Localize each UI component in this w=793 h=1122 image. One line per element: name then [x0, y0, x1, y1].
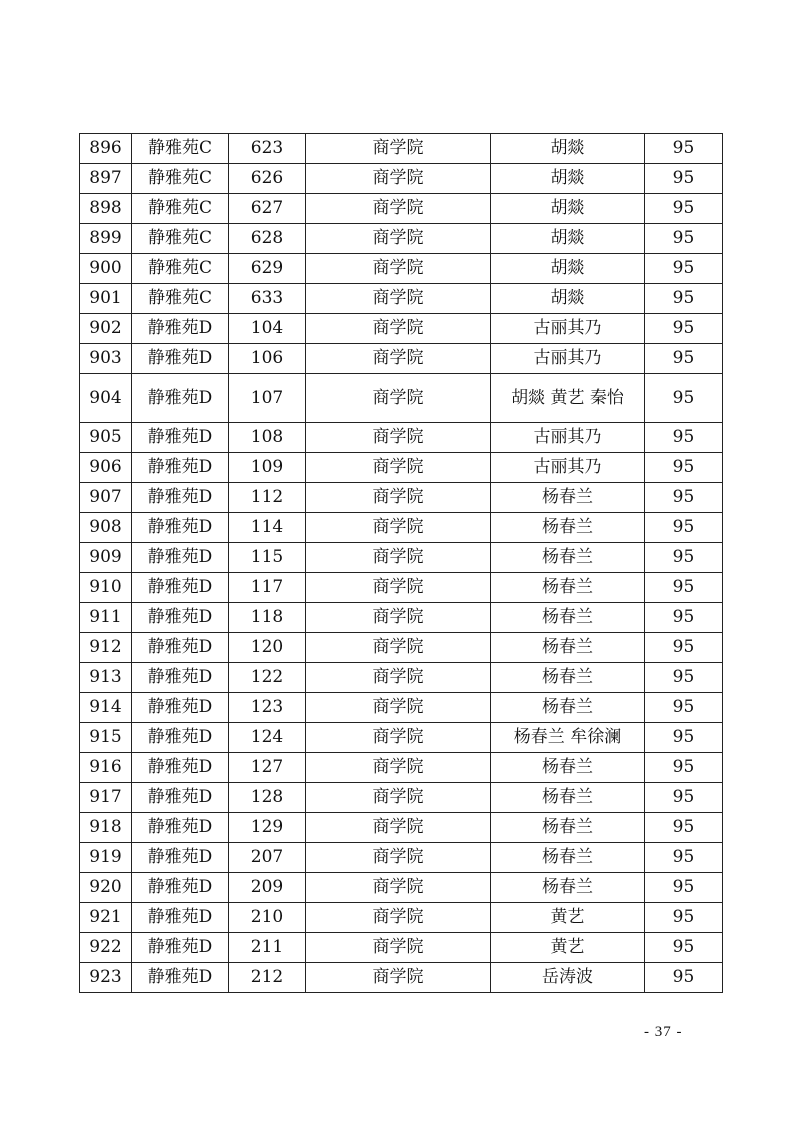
score-cell: 95: [645, 423, 723, 453]
building-cell: 静雅苑D: [132, 933, 229, 963]
row-number: 917: [80, 783, 132, 813]
room-cell: 629: [229, 254, 306, 284]
score-cell: 95: [645, 344, 723, 374]
room-cell: 210: [229, 903, 306, 933]
building-cell: 静雅苑D: [132, 483, 229, 513]
building-cell: 静雅苑D: [132, 573, 229, 603]
room-cell: 127: [229, 753, 306, 783]
score-cell: 95: [645, 693, 723, 723]
row-number: 903: [80, 344, 132, 374]
score-cell: 95: [645, 843, 723, 873]
row-number: 923: [80, 963, 132, 993]
table-row: [80, 344, 723, 374]
room-cell: 109: [229, 453, 306, 483]
table-row: [80, 813, 723, 843]
college-cell: 商学院: [306, 963, 491, 993]
college-cell: 商学院: [306, 873, 491, 903]
college-cell: 商学院: [306, 543, 491, 573]
room-cell: 626: [229, 164, 306, 194]
score-cell: 95: [645, 284, 723, 314]
row-number: 909: [80, 543, 132, 573]
score-cell: 95: [645, 543, 723, 573]
teacher-cell: 古丽其乃: [491, 314, 645, 344]
row-number: 920: [80, 873, 132, 903]
room-cell: 108: [229, 423, 306, 453]
row-number: 912: [80, 633, 132, 663]
table-row: [80, 573, 723, 603]
building-cell: 静雅苑D: [132, 753, 229, 783]
room-cell: 623: [229, 134, 306, 164]
college-cell: 商学院: [306, 374, 491, 423]
college-cell: 商学院: [306, 573, 491, 603]
room-cell: 209: [229, 873, 306, 903]
room-cell: 120: [229, 633, 306, 663]
building-cell: 静雅苑D: [132, 723, 229, 753]
row-number: 914: [80, 693, 132, 723]
teacher-cell: 胡燚: [491, 164, 645, 194]
college-cell: 商学院: [306, 903, 491, 933]
score-cell: 95: [645, 483, 723, 513]
college-cell: 商学院: [306, 224, 491, 254]
row-number: 922: [80, 933, 132, 963]
row-number: 897: [80, 164, 132, 194]
building-cell: 静雅苑D: [132, 453, 229, 483]
table-row: [80, 873, 723, 903]
table-row: [80, 693, 723, 723]
row-number: 900: [80, 254, 132, 284]
score-cell: 95: [645, 453, 723, 483]
table-row: [80, 134, 723, 164]
college-cell: 商学院: [306, 134, 491, 164]
building-cell: 静雅苑D: [132, 314, 229, 344]
teacher-cell: 杨春兰: [491, 813, 645, 843]
table-row: [80, 483, 723, 513]
building-cell: 静雅苑C: [132, 254, 229, 284]
row-number: 907: [80, 483, 132, 513]
row-number: 918: [80, 813, 132, 843]
college-cell: 商学院: [306, 813, 491, 843]
row-number: 911: [80, 603, 132, 633]
building-cell: 静雅苑D: [132, 843, 229, 873]
score-cell: 95: [645, 164, 723, 194]
building-cell: 静雅苑D: [132, 903, 229, 933]
college-cell: 商学院: [306, 633, 491, 663]
teacher-cell: 胡燚: [491, 134, 645, 164]
college-cell: 商学院: [306, 783, 491, 813]
building-cell: 静雅苑D: [132, 813, 229, 843]
building-cell: 静雅苑D: [132, 633, 229, 663]
building-cell: 静雅苑D: [132, 543, 229, 573]
score-cell: 95: [645, 224, 723, 254]
teacher-cell: 杨春兰: [491, 843, 645, 873]
score-cell: 95: [645, 573, 723, 603]
building-cell: 静雅苑D: [132, 693, 229, 723]
room-cell: 123: [229, 693, 306, 723]
college-cell: 商学院: [306, 933, 491, 963]
score-cell: 95: [645, 783, 723, 813]
teacher-cell: 杨春兰: [491, 543, 645, 573]
table-row: [80, 254, 723, 284]
room-cell: 627: [229, 194, 306, 224]
score-cell: 95: [645, 254, 723, 284]
college-cell: 商学院: [306, 284, 491, 314]
college-cell: 商学院: [306, 423, 491, 453]
room-cell: 628: [229, 224, 306, 254]
college-cell: 商学院: [306, 693, 491, 723]
college-cell: 商学院: [306, 723, 491, 753]
table-row: [80, 314, 723, 344]
score-cell: 95: [645, 194, 723, 224]
table-row: [80, 783, 723, 813]
teacher-cell: 胡燚: [491, 224, 645, 254]
room-cell: 212: [229, 963, 306, 993]
building-cell: 静雅苑D: [132, 374, 229, 423]
college-cell: 商学院: [306, 483, 491, 513]
table-row: [80, 374, 723, 423]
room-cell: 117: [229, 573, 306, 603]
score-cell: 95: [645, 134, 723, 164]
building-cell: 静雅苑D: [132, 963, 229, 993]
teacher-cell: 杨春兰: [491, 663, 645, 693]
college-cell: 商学院: [306, 663, 491, 693]
table-row: [80, 843, 723, 873]
row-number: 908: [80, 513, 132, 543]
teacher-cell: 杨春兰: [491, 873, 645, 903]
table-row: [80, 543, 723, 573]
row-number: 899: [80, 224, 132, 254]
table-row: [80, 513, 723, 543]
college-cell: 商学院: [306, 254, 491, 284]
teacher-cell: 杨春兰: [491, 573, 645, 603]
teacher-cell: 黄艺: [491, 903, 645, 933]
teacher-cell: 杨春兰: [491, 633, 645, 663]
row-number: 902: [80, 314, 132, 344]
room-cell: 118: [229, 603, 306, 633]
table-row: [80, 164, 723, 194]
teacher-cell: 黄艺: [491, 933, 645, 963]
building-cell: 静雅苑D: [132, 513, 229, 543]
row-number: 919: [80, 843, 132, 873]
table-row: [80, 603, 723, 633]
college-cell: 商学院: [306, 603, 491, 633]
room-cell: 104: [229, 314, 306, 344]
row-number: 901: [80, 284, 132, 314]
building-cell: 静雅苑D: [132, 423, 229, 453]
building-cell: 静雅苑C: [132, 134, 229, 164]
table-row: [80, 224, 723, 254]
score-cell: 95: [645, 873, 723, 903]
room-cell: 207: [229, 843, 306, 873]
table-row: [80, 284, 723, 314]
score-cell: 95: [645, 633, 723, 663]
page-number: - 37 -: [644, 1024, 683, 1040]
teacher-cell: 杨春兰: [491, 603, 645, 633]
table-row: [80, 194, 723, 224]
score-cell: 95: [645, 963, 723, 993]
table-row: [80, 753, 723, 783]
row-number: 921: [80, 903, 132, 933]
table-row: [80, 633, 723, 663]
score-cell: 95: [645, 813, 723, 843]
score-cell: 95: [645, 314, 723, 344]
college-cell: 商学院: [306, 513, 491, 543]
building-cell: 静雅苑D: [132, 873, 229, 903]
teacher-cell: 杨春兰: [491, 753, 645, 783]
table-row: [80, 963, 723, 993]
score-cell: 95: [645, 723, 723, 753]
table-row: [80, 663, 723, 693]
score-cell: 95: [645, 753, 723, 783]
college-cell: 商学院: [306, 194, 491, 224]
room-cell: 106: [229, 344, 306, 374]
teacher-cell: 古丽其乃: [491, 453, 645, 483]
score-cell: 95: [645, 933, 723, 963]
table-row: [80, 453, 723, 483]
row-number: 905: [80, 423, 132, 453]
building-cell: 静雅苑D: [132, 663, 229, 693]
college-cell: 商学院: [306, 843, 491, 873]
building-cell: 静雅苑D: [132, 603, 229, 633]
table-row: [80, 723, 723, 753]
score-cell: 95: [645, 903, 723, 933]
room-cell: 115: [229, 543, 306, 573]
teacher-cell: 岳涛波: [491, 963, 645, 993]
room-cell: 211: [229, 933, 306, 963]
college-cell: 商学院: [306, 753, 491, 783]
row-number: 910: [80, 573, 132, 603]
score-cell: 95: [645, 603, 723, 633]
teacher-cell: 杨春兰: [491, 693, 645, 723]
dormitory-table: [79, 133, 723, 993]
building-cell: 静雅苑C: [132, 284, 229, 314]
table-body: [80, 134, 723, 993]
teacher-cell: 古丽其乃: [491, 423, 645, 453]
teacher-cell: 胡燚: [491, 284, 645, 314]
room-cell: 107: [229, 374, 306, 423]
score-cell: 95: [645, 374, 723, 423]
college-cell: 商学院: [306, 314, 491, 344]
room-cell: 112: [229, 483, 306, 513]
teacher-cell: 杨春兰 牟徐澜: [491, 723, 645, 753]
building-cell: 静雅苑C: [132, 164, 229, 194]
row-number: 896: [80, 134, 132, 164]
row-number: 915: [80, 723, 132, 753]
teacher-cell: 杨春兰: [491, 783, 645, 813]
college-cell: 商学院: [306, 344, 491, 374]
teacher-cell: 古丽其乃: [491, 344, 645, 374]
teacher-cell: 杨春兰: [491, 513, 645, 543]
table-row: [80, 933, 723, 963]
room-cell: 129: [229, 813, 306, 843]
room-cell: 122: [229, 663, 306, 693]
row-number: 906: [80, 453, 132, 483]
teacher-cell: 胡燚 黄艺 秦怡: [491, 374, 645, 423]
row-number: 904: [80, 374, 132, 423]
room-cell: 114: [229, 513, 306, 543]
score-cell: 95: [645, 663, 723, 693]
teacher-cell: 杨春兰: [491, 483, 645, 513]
room-cell: 633: [229, 284, 306, 314]
building-cell: 静雅苑D: [132, 783, 229, 813]
score-cell: 95: [645, 513, 723, 543]
college-cell: 商学院: [306, 453, 491, 483]
teacher-cell: 胡燚: [491, 254, 645, 284]
college-cell: 商学院: [306, 164, 491, 194]
row-number: 913: [80, 663, 132, 693]
table-row: [80, 423, 723, 453]
building-cell: 静雅苑D: [132, 344, 229, 374]
row-number: 898: [80, 194, 132, 224]
row-number: 916: [80, 753, 132, 783]
room-cell: 128: [229, 783, 306, 813]
building-cell: 静雅苑C: [132, 224, 229, 254]
room-cell: 124: [229, 723, 306, 753]
table-row: [80, 903, 723, 933]
building-cell: 静雅苑C: [132, 194, 229, 224]
teacher-cell: 胡燚: [491, 194, 645, 224]
